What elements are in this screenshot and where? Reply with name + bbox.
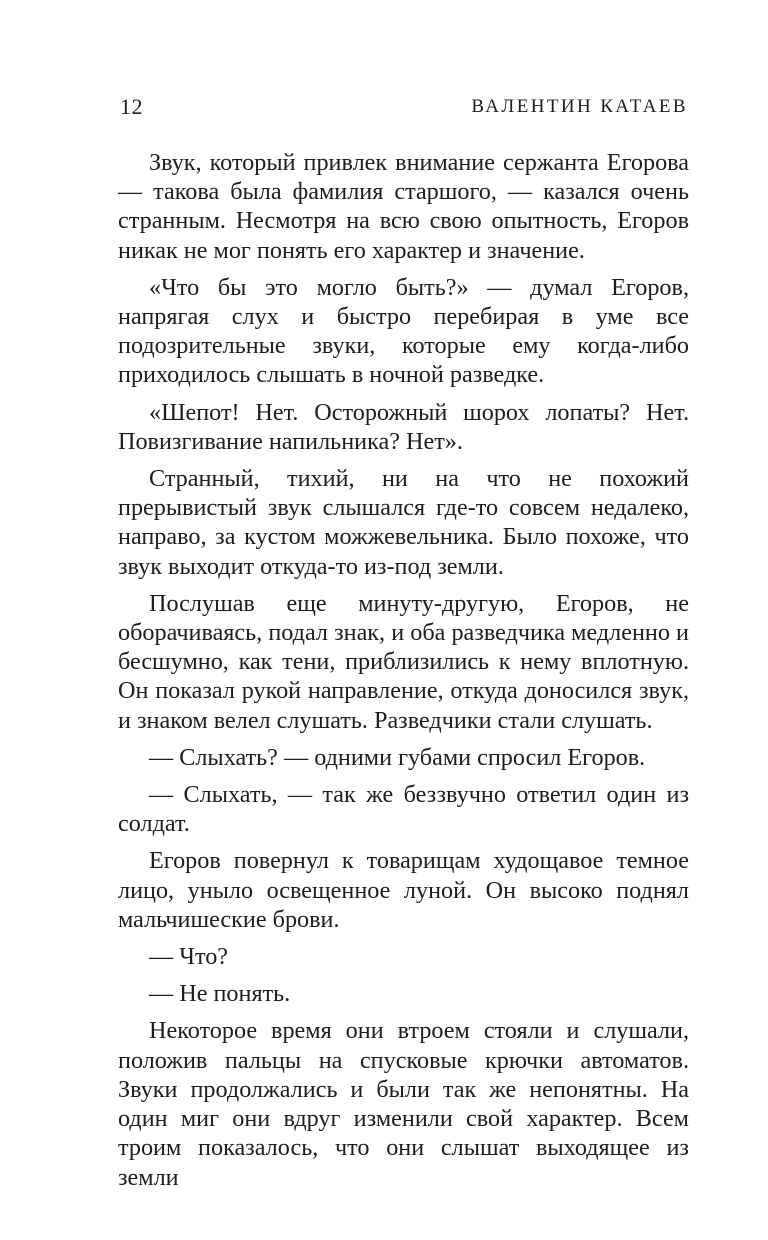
paragraph: Некоторое время они втроем стояли и слушали, положив пальцы на спусковые крючки автоматов. Звуки продолжались и были так же непонятны. На один миг они вдруг изменили свой характер. Всем троим показалось, что они слышат выходящее из земли bbox=[118, 1017, 689, 1191]
paragraph: Странный, тихий, ни на что не похожий прерывистый звук слышался где-то совсем недалеко, направо, за кустом можжевельника. Было похоже, что звук выходит откуда-то из-под земли. bbox=[118, 465, 689, 580]
body-text bbox=[118, 148, 689, 1200]
page-number: 12 bbox=[120, 94, 143, 119]
paragraph: Послушав еще минуту-другую, Егоров, не оборачиваясь, подал знак, и оба разведчика медленно и бесшумно, как тени, приблизились к нему вплотную. Он показал рукой направление, откуда доносился звук, и знаком велел слушать. Разведчики стали слушать. bbox=[118, 589, 689, 734]
running-title: ВАЛЕНТИН КАТАЕВ bbox=[471, 96, 688, 117]
running-header bbox=[120, 94, 688, 124]
paragraph: «Что бы это могло быть?» — думал Егоров, напрягая слух и быстро перебирая в уме все подозрительные звуки, которые ему когда-либо приходилось слышать в ночной разведке. bbox=[118, 273, 689, 389]
paragraph: «Шепот! Нет. Осторожный шорох лопаты? Нет. Повизгивание напильника? Нет». bbox=[118, 398, 689, 455]
dialogue-line: — Что? bbox=[149, 943, 229, 971]
dialogue-line: — Слыхать? — одними губами спросил Егоров. bbox=[149, 743, 646, 771]
paragraph: Звук, который привлек внимание сержанта Егорова — такова была фамилия старшого, — казался очень странным. Несмотря на всю свою опытность, Егоров никак не мог понять его характер и значение. bbox=[118, 149, 689, 264]
paragraph: Егоров повернул к товарищам худощавое темное лицо, уныло освещенное луной. Он высоко поднял мальчишеские брови. bbox=[118, 847, 689, 933]
dialogue-line: — Слыхать, — так же беззвучно ответил один из солдат. bbox=[118, 781, 689, 838]
dialogue-line: — Не понять. bbox=[149, 980, 291, 1008]
